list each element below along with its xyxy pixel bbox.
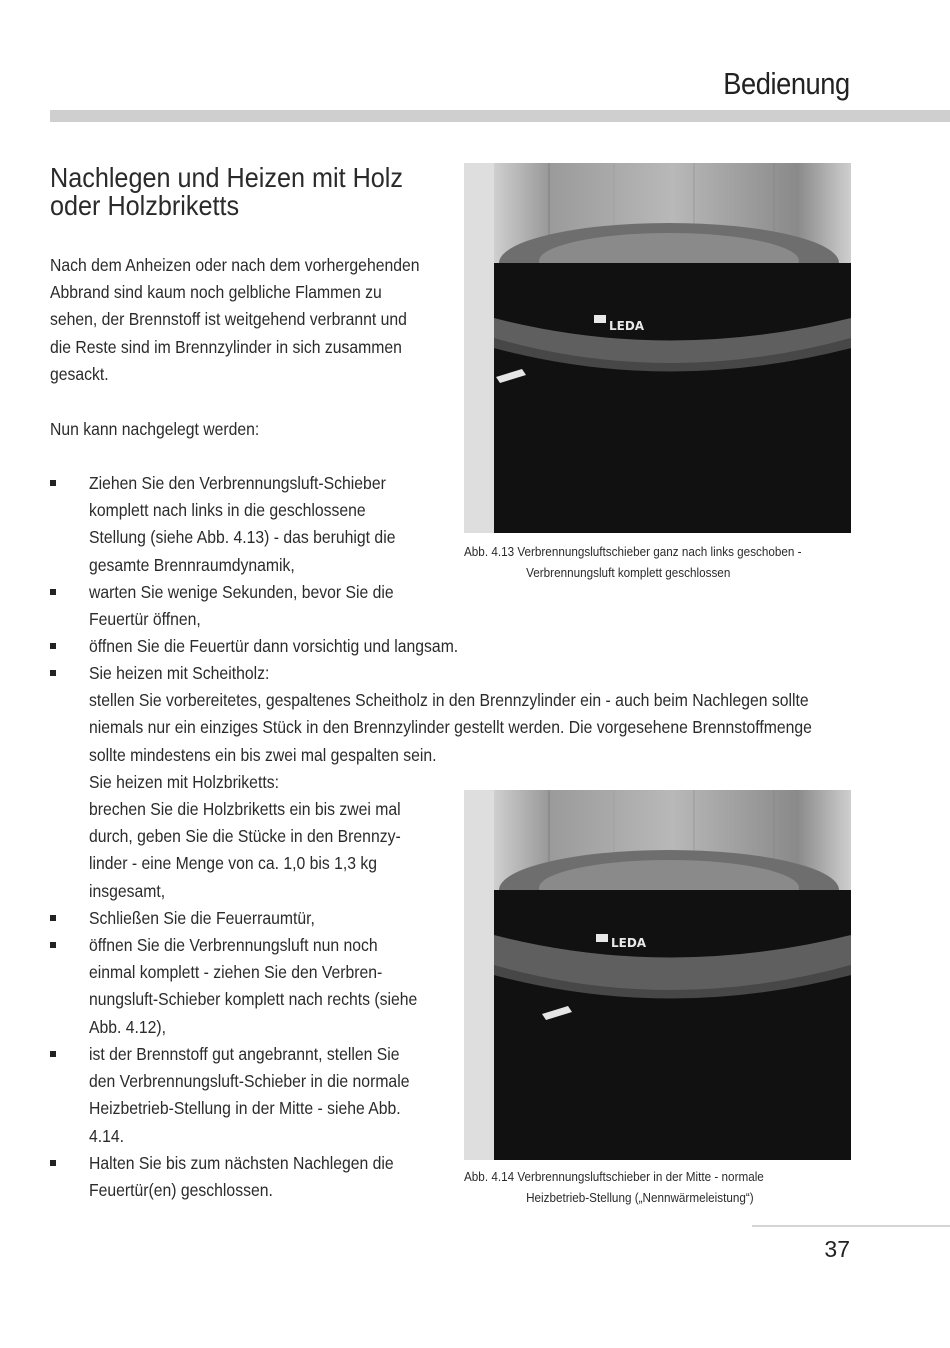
page-number: 37 [824, 1236, 850, 1262]
step-line: Schließen Sie die Feuerraumtür, [89, 908, 315, 928]
step-line: stellen Sie vorbereitetes, gespaltenes Scheitholz in den Brennzylinder ein - auch beim Nachlegen sollte [89, 690, 809, 711]
step-line: Heizbetrieb-Stellung in der Mitte - siehe Abb. [89, 1098, 401, 1119]
step-line: Stellung (siehe Abb. 4.13) - das beruhigt die [89, 527, 396, 548]
caption-line: Abb. 4.14 Verbrennungsluftschieber in der Mitte - normale [464, 1169, 764, 1184]
step-line: linder - eine Menge von ca. 1,0 bis 1,3 kg [89, 853, 378, 874]
step-line: den Verbrennungsluft-Schieber in die normale [89, 1071, 410, 1092]
bullet-icon [50, 942, 56, 948]
header-rule [50, 110, 950, 122]
intro-line: die Reste sind im Brennzylinder in sich zusammen [50, 336, 402, 357]
step-line: Feuertür öffnen, [89, 609, 201, 630]
step-line: durch, geben Sie die Stücke in den Brennzy- [89, 826, 401, 847]
step-line: einmal komplett - ziehen Sie den Verbren- [89, 962, 383, 983]
bullet-icon [50, 670, 56, 676]
section-title-line-1: Nachlegen und Heizen mit Holz [50, 162, 403, 193]
stove-photo [464, 163, 851, 533]
step-line: öffnen Sie die Verbrennungsluft nun noch [89, 935, 378, 955]
bullet-icon [50, 1160, 56, 1166]
step-line: öffnen Sie die Feuertür dann vorsichtig und langsam. [89, 636, 459, 656]
step-line: gesamte Brennraumdynamik, [89, 554, 295, 575]
intro-line: Nach dem Anheizen oder nach dem vorhergehenden [50, 255, 420, 275]
step-line: Sie heizen mit Scheitholz: [89, 663, 270, 683]
figure-caption [464, 541, 878, 583]
intro-line: Abbrand sind kaum noch gelbliche Flammen zu [50, 282, 382, 303]
intro-paragraph [50, 252, 446, 388]
page-header-title: Bedienung [723, 66, 850, 101]
stove-photo [464, 790, 851, 1160]
caption-line: Heizbetrieb-Stellung („Nennwärmeleistung“) [526, 1190, 754, 1205]
step-line: insgesamt, [89, 880, 166, 901]
bullet-icon [50, 1051, 56, 1057]
caption-line: Verbrennungsluft komplett geschlossen [526, 565, 731, 580]
step-line: Ziehen Sie den Verbrennungsluft-Schieber [89, 473, 386, 493]
step-line: ist der Brennstoff gut angebrannt, stellen Sie [89, 1044, 400, 1064]
bullet-icon [50, 589, 56, 595]
step-line: 4.14. [89, 1125, 125, 1146]
step-line: Sie heizen mit Holzbriketts: [89, 771, 279, 792]
footer-rule [752, 1225, 950, 1227]
step-line: Abb. 4.12), [89, 1016, 167, 1037]
step-line: sollte mindestens ein bis zwei mal gespalten sein. [89, 744, 437, 765]
step-line: nungsluft-Schieber komplett nach rechts (siehe [89, 989, 418, 1010]
step-line: niemals nur ein einziges Stück in den Brennzylinder gestellt werden. Die vorgesehene Brennstoffmenge [89, 717, 812, 738]
step-line: warten Sie wenige Sekunden, bevor Sie die [89, 582, 394, 602]
figure-stove-air-slider-closed [464, 163, 851, 533]
bullet-icon [50, 915, 56, 921]
section-title [50, 164, 428, 220]
step-line: komplett nach links in die geschlossene [89, 500, 366, 521]
caption-line: Abb. 4.13 Verbrennungsluftschieber ganz nach links geschoben - [464, 544, 802, 559]
intro-line: sehen, der Brennstoff ist weitgehend verbrannt und [50, 309, 407, 330]
lead-paragraph: Nun kann nachgelegt werden: [50, 419, 260, 439]
bullet-icon [50, 643, 56, 649]
step-line: Feuertür(en) geschlossen. [89, 1180, 273, 1201]
step-line: brechen Sie die Holzbriketts ein bis zwei mal [89, 799, 401, 820]
figure-caption [464, 1166, 878, 1208]
brand-logo-text: LEDA [611, 936, 647, 950]
intro-line: gesackt. [50, 363, 109, 384]
step-line: Halten Sie bis zum nächsten Nachlegen die [89, 1153, 394, 1173]
figure-stove-air-slider-middle [464, 790, 851, 1160]
section-title-line-2: oder Holzbriketts [50, 190, 240, 221]
bullet-icon [50, 480, 56, 486]
brand-logo-text: LEDA [609, 319, 645, 333]
